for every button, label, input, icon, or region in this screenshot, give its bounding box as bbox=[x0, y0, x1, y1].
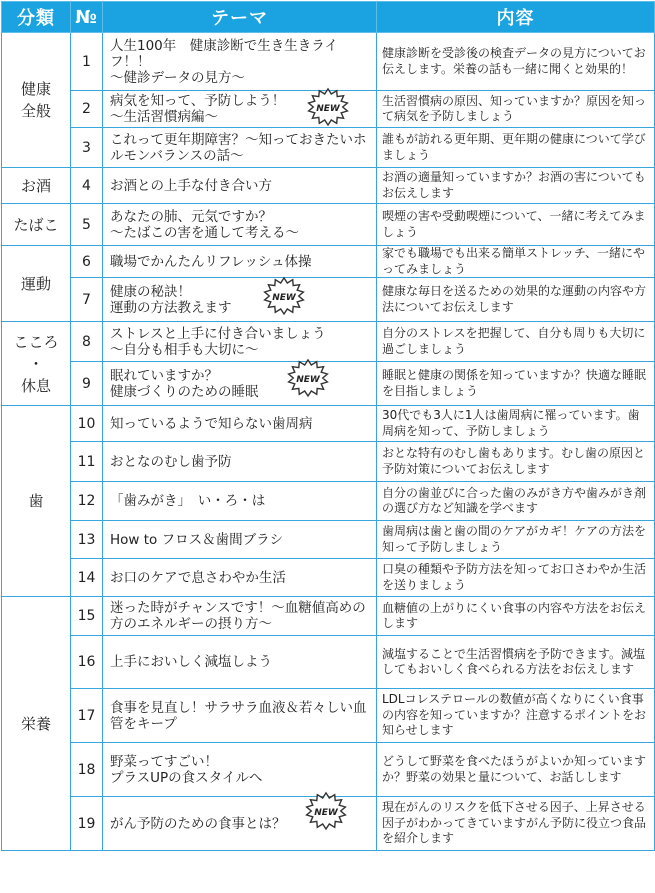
theme-text: 人生100年 健康診断で生き生きライフ！！ bbox=[110, 37, 338, 70]
table-row bbox=[2, 406, 655, 442]
header-theme: テーマ bbox=[103, 2, 377, 33]
content-cell: お酒の適量知っていますか？お酒の害についてもお伝えします bbox=[377, 168, 655, 204]
row-number: 2 bbox=[71, 91, 103, 128]
theme-cell bbox=[103, 797, 377, 851]
table-row bbox=[2, 442, 655, 482]
theme-cell bbox=[103, 362, 377, 406]
theme-text: ～たばこの害を通して考える～ bbox=[110, 224, 299, 241]
content-cell: 歯周病は歯と歯の間のケアがカギ！ケアの方法を知って予防しましょう bbox=[377, 521, 655, 559]
theme-text: あなたの肺、元気ですか？ bbox=[110, 208, 272, 225]
category-label: 全般 bbox=[20, 102, 51, 120]
table-row bbox=[2, 33, 655, 91]
table-row bbox=[2, 204, 655, 246]
category-label: たばこ bbox=[13, 215, 59, 234]
row-number: 13 bbox=[71, 521, 103, 559]
category-cell bbox=[2, 204, 71, 246]
table-row bbox=[2, 362, 655, 406]
table-row bbox=[2, 689, 655, 743]
theme-text: 運動の方法教えます bbox=[110, 299, 232, 316]
new-badge-label: NEW bbox=[314, 808, 338, 818]
theme-text: これって更年期障害？～知っておきたいホルモンバランスの話～ bbox=[110, 131, 367, 164]
table-row bbox=[2, 521, 655, 559]
theme-text: 知っているようで知らない歯周病 bbox=[110, 415, 313, 432]
category-cell bbox=[2, 168, 71, 204]
content-cell: 減塩することで生活習慣病を予防できます。減塩してもおいしく食べられる方法をお伝えします bbox=[377, 636, 655, 689]
category-label: 歯 bbox=[28, 492, 44, 510]
new-badge-label: NEW bbox=[316, 104, 340, 114]
row-number: 1 bbox=[71, 33, 103, 91]
table-row bbox=[2, 482, 655, 521]
content-cell: 自分の歯並びに合った歯のみがき方や歯みがき剤の選び方など知識を学べます bbox=[377, 482, 655, 521]
theme-text: How to フロス＆歯間ブラシ bbox=[110, 531, 284, 548]
category-label: お酒 bbox=[20, 176, 51, 195]
table-row bbox=[2, 128, 655, 168]
table-row bbox=[2, 278, 655, 322]
row-number: 16 bbox=[71, 636, 103, 689]
theme-text: 食事を見直し！サラサラ血液＆若々しい血管をキープ bbox=[110, 699, 367, 732]
content-cell: おとな特有のむし歯もあります。むし歯の原因と予防対策についてお伝えします bbox=[377, 442, 655, 482]
theme-cell bbox=[103, 689, 377, 743]
new-badge-icon bbox=[263, 276, 305, 316]
row-number: 17 bbox=[71, 689, 103, 743]
header-category: 分類 bbox=[2, 2, 71, 33]
theme-cell bbox=[103, 482, 377, 521]
content-cell: 自分のストレスを把握して、自分も周りも大切に過ごしましょう bbox=[377, 322, 655, 362]
content-cell: 喫煙の害や受動喫煙について、一緒に考えてみましょう bbox=[377, 204, 655, 246]
theme-text: 野菜ってすごい！ bbox=[110, 753, 218, 770]
table-row bbox=[2, 91, 655, 128]
theme-text: お口のケアで息さわやか生活 bbox=[110, 569, 286, 586]
theme-cell bbox=[103, 33, 377, 91]
row-number: 15 bbox=[71, 597, 103, 636]
category-cell bbox=[2, 597, 71, 851]
theme-text: 上手においしく減塩しよう bbox=[110, 654, 272, 670]
new-badge-label: NEW bbox=[272, 293, 296, 303]
row-number: 10 bbox=[71, 406, 103, 442]
row-number: 9 bbox=[71, 362, 103, 406]
row-number: 8 bbox=[71, 322, 103, 362]
theme-cell bbox=[103, 322, 377, 362]
theme-text: がん予防のための食事とは？ bbox=[110, 815, 286, 832]
content-cell: 30代でも3人に1人は歯周病に罹っています。歯周病を知って、予防しましょう bbox=[377, 406, 655, 442]
theme-text: ～健診データの見方～ bbox=[110, 69, 245, 86]
content-cell: 誰もが訪れる更年期、更年期の健康について学びましょう bbox=[377, 128, 655, 168]
table-row bbox=[2, 168, 655, 204]
category-cell bbox=[2, 33, 71, 168]
theme-cell bbox=[103, 743, 377, 797]
content-cell: 健康な毎日を送るための効果的な運動の内容や方法についてお伝えします bbox=[377, 278, 655, 322]
table-row bbox=[2, 322, 655, 362]
theme-text: ストレスと上手に付き合いましょう bbox=[110, 325, 326, 342]
theme-text: 「歯みがき」 い・ろ・は bbox=[110, 493, 266, 509]
category-label: こころ bbox=[13, 332, 59, 351]
theme-text: お酒との上手な付き合い方 bbox=[110, 177, 272, 194]
header-row bbox=[2, 2, 655, 33]
content-cell: 口臭の種類や予防方法を知ってお口さわやか生活を送りましょう bbox=[377, 559, 655, 597]
new-badge-icon bbox=[305, 791, 347, 831]
theme-text: おとなのむし歯予防 bbox=[110, 453, 232, 470]
table-row bbox=[2, 743, 655, 797]
row-number: 4 bbox=[71, 168, 103, 204]
row-number: 7 bbox=[71, 278, 103, 322]
table-row bbox=[2, 246, 655, 278]
content-cell: 健康診断を受診後の検査データの見方についてお伝えします。栄養の話も一緒に聞くと効果的！ bbox=[377, 33, 655, 91]
category-cell bbox=[2, 406, 71, 597]
category-cell bbox=[2, 246, 71, 322]
theme-cell bbox=[103, 91, 377, 128]
table-row bbox=[2, 597, 655, 636]
theme-cell bbox=[103, 246, 377, 278]
new-badge-icon bbox=[307, 87, 349, 127]
theme-text: 健康の秘訣！ bbox=[110, 283, 191, 300]
theme-cell bbox=[103, 168, 377, 204]
table-row bbox=[2, 559, 655, 597]
theme-text: 職場でかんたんリフレッシュ体操 bbox=[110, 253, 312, 270]
theme-cell bbox=[103, 559, 377, 597]
category-label: 運動 bbox=[20, 274, 51, 293]
content-cell: 血糖値の上がりにくい食事の内容や方法をお伝えします bbox=[377, 597, 655, 636]
theme-cell bbox=[103, 128, 377, 168]
row-number: 3 bbox=[71, 128, 103, 168]
theme-cell bbox=[103, 597, 377, 636]
theme-cell bbox=[103, 442, 377, 482]
row-number: 12 bbox=[71, 482, 103, 521]
table-row bbox=[2, 636, 655, 689]
header-no: № bbox=[71, 2, 103, 33]
row-number: 14 bbox=[71, 559, 103, 597]
theme-cell bbox=[103, 278, 377, 322]
category-label: ・ bbox=[28, 354, 44, 373]
theme-text: 眠れていますか？ bbox=[110, 367, 218, 384]
row-number: 18 bbox=[71, 743, 103, 797]
header-content: 内容 bbox=[377, 2, 655, 33]
theme-text: 迷った時がチャンスです！～血糖値高めの方のエネルギーの摂り方～ bbox=[110, 600, 366, 632]
category-label: 休息 bbox=[20, 376, 51, 395]
theme-cell bbox=[103, 406, 377, 442]
table-row bbox=[2, 797, 655, 851]
theme-text: 病気を知って、予防しよう！ bbox=[110, 93, 286, 109]
theme-text: ～生活習慣病編～ bbox=[110, 109, 218, 125]
theme-cell bbox=[103, 636, 377, 689]
category-label: 栄養 bbox=[20, 714, 51, 733]
theme-text: プラスUPの食スタイルへ bbox=[110, 769, 263, 786]
theme-cell bbox=[103, 204, 377, 246]
content-cell: どうして野菜を食べたほうがよいか知っていますか？野菜の効果と量について、お話しします bbox=[377, 743, 655, 797]
row-number: 6 bbox=[71, 246, 103, 278]
theme-text: 健康づくりのための睡眠 bbox=[110, 383, 259, 400]
seminar-table bbox=[1, 1, 655, 851]
category-label: 健康 bbox=[20, 80, 51, 98]
content-cell: 現在がんのリスクを低下させる因子、上昇させる因子がわかってきていますがん予防に役立つ食品を紹介します bbox=[377, 797, 655, 851]
new-badge-label: NEW bbox=[296, 375, 320, 385]
content-cell: 睡眠と健康の関係を知っていますか？快適な睡眠を目指しましょう bbox=[377, 362, 655, 406]
theme-cell bbox=[103, 521, 377, 559]
row-number: 19 bbox=[71, 797, 103, 851]
category-cell bbox=[2, 322, 71, 406]
content-cell: 生活習慣病の原因、知っていますか？原因を知って病気を予防しましょう bbox=[377, 91, 655, 128]
theme-text: ～自分も相手も大切に～ bbox=[110, 341, 259, 358]
row-number: 11 bbox=[71, 442, 103, 482]
row-number: 5 bbox=[71, 204, 103, 246]
content-cell: LDLコレステロールの数値が高くなりにくい食事の内容を知っていますか？注意するポイントをお知らせします bbox=[377, 689, 655, 743]
new-badge-icon bbox=[287, 358, 329, 398]
content-cell: 家でも職場でも出来る簡単ストレッチ、一緒にやってみましょう bbox=[377, 246, 655, 278]
